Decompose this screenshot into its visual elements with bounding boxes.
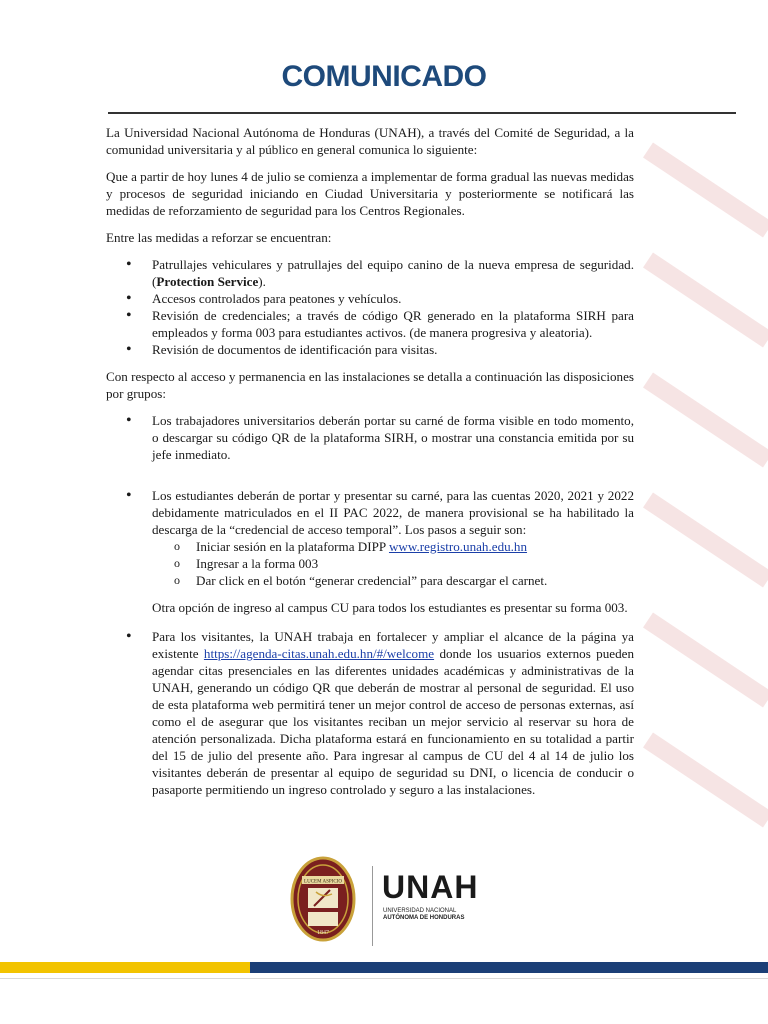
group-visitors <box>106 628 634 798</box>
groups-intro: Con respecto al acceso y permanencia en las instalaciones se detalla a continuación las disposiciones por grupos: <box>106 369 634 401</box>
start-paragraph: Que a partir de hoy lunes 4 de julio se comienza a implementar de forma gradual las nuevas medidas y procesos de seguridad iniciando en Ciudad Universitaria y posteriormente se notificará las medidas de reforzamiento de seguridad para los Centros Regionales. <box>106 169 634 218</box>
list-item: • Accesos controlados para peatones y vehículos. <box>106 290 634 307</box>
title-underline <box>108 112 736 114</box>
unah-logo <box>286 856 496 946</box>
measure-1-end: ). <box>258 274 266 289</box>
agenda-citas-link[interactable]: https://agenda-citas.unah.edu.hn/#/welcome <box>203 646 435 661</box>
unah-wordmark: UNAH <box>382 869 479 905</box>
group-workers: • Los trabajadores universitarios deberán portar su carné de forma visible en todo momento, o descargar su código QR de la plataforma SIRH, o mostrar una constancia emitida por su jefe inmediato. <box>106 412 634 463</box>
groups-list <box>106 412 634 798</box>
background-watermark <box>638 120 768 900</box>
seal-banner-text: LUCEM ASPICIO <box>304 879 342 885</box>
list-item: • Revisión de documentos de identificación para visitas. <box>106 341 634 358</box>
unah-subtitle <box>383 908 464 922</box>
unah-subtitle-line-2: AUTÓNOMA DE HONDURAS <box>383 915 465 921</box>
measures-list <box>106 256 634 358</box>
list-item: o Ingresar a la forma 003 <box>152 555 634 572</box>
unah-subtitle-line-1: UNIVERSIDAD NACIONAL <box>383 908 457 914</box>
protection-service: Protection Service <box>156 274 259 289</box>
page-title: COMUNICADO <box>281 60 487 93</box>
university-seal-icon <box>290 856 356 942</box>
footer-rule <box>0 978 768 979</box>
footer-blue-band <box>250 962 768 973</box>
list-item <box>152 538 634 555</box>
document-body <box>106 124 634 810</box>
steps-list <box>152 538 634 589</box>
step-1-text: Iniciar sesión en la plataforma DIPP <box>196 539 389 554</box>
logo-divider <box>372 866 373 946</box>
measures-intro: Entre las medidas a reforzar se encuentran: <box>106 230 332 245</box>
intro-paragraph: La Universidad Nacional Autónoma de Honduras (UNAH), a través del Comité de Seguridad, a la comunidad universitaria y al público en general comunica lo siguiente: <box>106 125 634 157</box>
list-item: o Dar click en el botón “generar credencial” para descargar el carnet. <box>152 572 634 589</box>
seal-year-text: 1847 <box>317 930 329 936</box>
list-item <box>106 256 634 290</box>
group-students <box>106 487 634 616</box>
visitors-text-continued: donde los usuarios externos pueden agendar citas presenciales en las diferentes unidades académicas y administrativas de la UNAH, generando un código QR que deberán de mostrar al personal de seguridad. El uso de esta plataforma web permitirá tener un mejor control de acceso de personas externas, así como el de asegurar que los visitantes reciban un mejor servicio al reservar su hora de atención personalizada. Dicha plataforma estará en funcionamiento en su totalidad a partir del 15 de julio del presente año. Para ingresar al campus de CU del 4 al 14 de julio los visitantes deberán de presentar al equipo de seguridad su DNI, o licencia de conducir o pasaporte permitiendo un ingreso controlado y seguro a las instalaciones. <box>152 646 634 797</box>
footer-gold-band <box>0 962 250 973</box>
visitors-text: Para los visitantes, la UNAH trabaja en fortalecer y ampliar el alcance de la página ya existente <box>152 629 634 661</box>
measure-1-text: Patrullajes vehiculares y patrullajes del equipo canino de la nueva empresa de seguridad. ( <box>152 257 634 289</box>
students-other-option: Otra opción de ingreso al campus CU para todos los estudiantes es presentar su forma 003. <box>152 600 628 615</box>
list-item: • Revisión de credenciales; a través de código QR generado en la plataforma SIRH para empleados y forma 003 para estudiantes activos. (de manera progresiva y aleatoria). <box>106 307 634 341</box>
registro-link[interactable]: www.registro.unah.edu.hn <box>388 539 528 554</box>
students-text: Los estudiantes deberán de portar y presentar su carné, para las cuentas 2020, 2021 y 2022 debidamente matriculados en el II PAC 2022, de manera provisional se ha habilitado la descarga de la “credencial de acceso temporal”. Los pasos a seguir son: <box>152 488 634 537</box>
